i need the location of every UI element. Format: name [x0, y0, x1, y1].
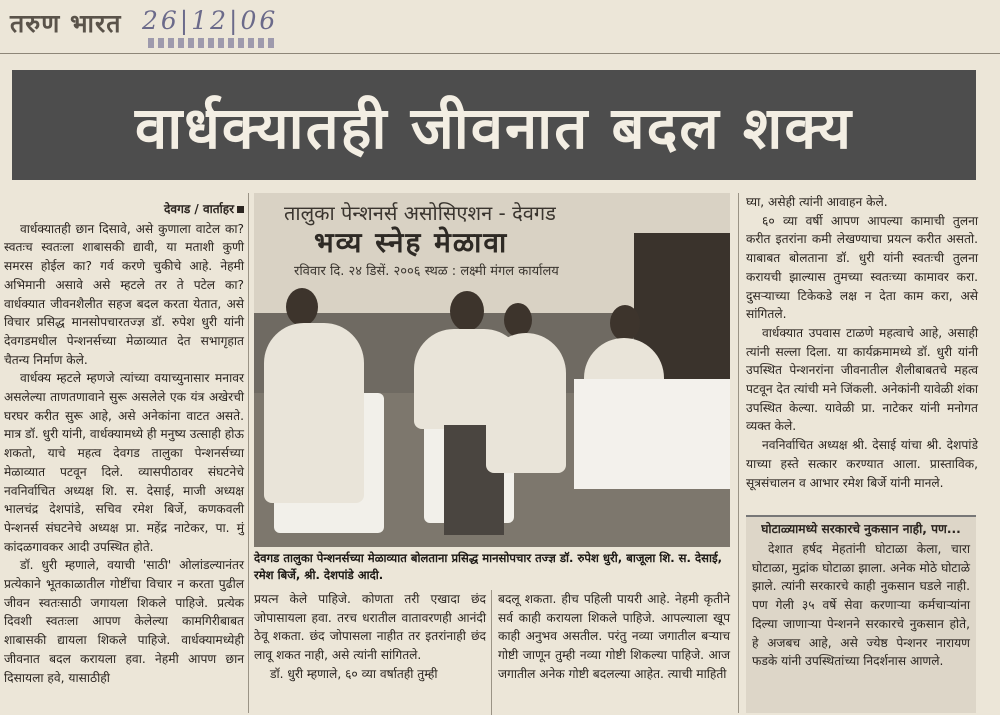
- photo-caption: देवगड तालुका पेन्शनर्सच्या मेळाव्यात बोलताना प्रसिद्ध मानसोपचार तज्ज्ञ डॉ. रुपेश धुरी, बाजूला शि. स. देसाई, रमेश बिर्जे, श्री. देशपांडे आदी.: [254, 551, 723, 582]
- tablecloth-shape: [574, 379, 730, 489]
- paragraph: प्रयत्न केले पाहिजे. कोणता तरी एखादा छंद जोपासायला हवा. तरच धरातील वातावरणही आनंदी ठेवू शकता. छंद जोपासला नाहीत तर इतरांनाही छंद लावू शकत नाही, असे त्यांनी सांगितले.: [254, 592, 486, 663]
- paragraph: घ्या, असेही त्यांनी आवाहन केले.: [746, 195, 888, 209]
- headline-banner: [12, 70, 976, 180]
- person-shape: [486, 333, 566, 473]
- dateline-text: देवगड / वार्ताहर: [164, 202, 234, 216]
- article-column-4: [746, 193, 978, 492]
- paragraph: बदलू शकता. हीच पहिली पायरी आहे. नेहमी कृतीने सर्व काही करायला शिकले पाहिजे. आपल्याला खूप काही अनुभव असतील. परंतु नव्या जगातील बऱ्याच गोष्टी जाणून तुम्ही नव्या गोष्टी शिकल्या पाहिजे. आज जगातील अनेक गोष्टी बदलल्या आहेत. त्याची माहिती: [498, 592, 730, 681]
- headline: वार्धक्यातही जीवनात बदल शक्य: [134, 93, 854, 162]
- person-head-shape: [286, 288, 318, 326]
- top-rule: [0, 53, 1000, 54]
- paragraph: वार्धक्यात उपवास टाळणे महत्वाचे आहे, असाही त्यांनी सल्ला दिला. या कार्यक्रमामध्ये डॉ. धुरी यांनी उपस्थित पेन्शनरांना जीवनातील शैलीबाबतचे महत्व पटवून देत त्यांची मने जिंकली. अनेकांनी यावेळी शंका उपस्थित केल्या. यावेळी प्रा. नाटेकर यांनी मनोगत व्यक्त केले.: [746, 325, 978, 434]
- paragraph: वार्धक्य म्हटले म्हणजे त्यांच्या वयाच्युनासार मनावर असलेल्या ताणतणावाने सुरू असलेले एक यंत्र अखेरची घरघर करीत सुरू आहे, असे अनेकांना वाटत असते. मात्र डॉ. धुरी यांनी, वार्धक्यामध्ये ही मनुष्य उत्साही होऊ शकतो, याचे महत्व देवगड तालुका पेन्शनर्सच्या मेळाव्यात पटवून दिले. व्यासपीठावर संघटनेचे नवनिर्वाचित अध्यक्ष शि. स. देसाई, माजी अध्यक्ष भालचंद्र देशपांडे, सचिव रमेश बिर्जे, कणकवली पेन्शनर्स संघटनेचे अध्यक्ष प्रा. महेंद्र नाटेकर, पा. मुं कांदळगावकर आदी उपस्थित होते.: [4, 371, 244, 554]
- date-underline-scribble: [148, 38, 274, 48]
- sidebar-box: [746, 515, 976, 713]
- sidebar-box-title: घोटाळ्यामध्ये सरकारचे नुकसान नाही, पण...: [761, 522, 961, 536]
- sidebar-box-body: [746, 538, 976, 671]
- person-head-shape: [610, 305, 640, 341]
- speaker-head-shape: [450, 291, 484, 331]
- paragraph: देशात हर्षद मेहतांनी घोटाळा केला, चारा घोटाळा, मुद्रांक घोटाळा झाला. अनेक मोठे घोटाळे झाले. त्यांनी सरकारचे काही नुकसान घडले नाही. पण गेली ३५ वर्षे सेवा करणाऱ्या कर्मचाऱ्यांना दिल्या जाणाऱ्या पेन्शनने सरकारचे नुकसान होते, हे अजबच आहे, असे ज्येष्ठ पेन्शनर नारायण फडके यांनी उपस्थितांच्या निदर्शनास आणले.: [752, 542, 970, 669]
- banner-event-details: रविवार दि. २४ डिसें. २००६ स्थळ : लक्ष्मी मंगल कार्यालय: [294, 264, 559, 279]
- person-shape: [264, 323, 364, 503]
- handwritten-date: 26|12|06: [142, 6, 279, 35]
- column-divider: [738, 193, 739, 713]
- dateline: [4, 200, 244, 219]
- dateline-square-icon: [237, 206, 244, 213]
- event-photo: [254, 193, 730, 547]
- paragraph: नवनिर्वाचित अध्यक्ष श्री. देसाई यांचा श्री. देशपांडे याच्या हस्ते सत्कार करण्यात आला. प्रास्ताविक, सूत्रसंचालन व आभार रमेश बिर्जे यांनी मानले.: [746, 438, 978, 490]
- article-column-3: [498, 590, 730, 684]
- article-column-2: [254, 590, 486, 684]
- banner-association-name: तालुका पेन्शनर्स असोसिएशन - देवगड: [284, 201, 556, 225]
- column-divider: [248, 193, 249, 713]
- banner-event-title: भव्य स्नेह मेळावा: [314, 226, 509, 259]
- paragraph: वार्धक्यातही छान दिसावे, असे कुणाला वाटेल का? स्वतःच स्वतःला शाबासकी द्यावी, या मताशी कुणी समरस होईल का? गर्व करणे चुकीचे आहे. नेहमी अभिमानी असावे असे म्हटले तर ते पटेल का? वार्धक्यात जीवनशैलीत सहज बदल करता येतात, असे विचार प्रसिद्ध मानसोपचारतज्ज्ञ डॉ. रुपेश धुरी यांनी देवगडमधील पेन्शनर्सच्या मेळाव्यात देत सभागृहात चैतन्य निर्माण केले.: [4, 221, 244, 367]
- newspaper-name: तरुण भारत: [10, 9, 122, 38]
- article-column-1: [4, 200, 244, 687]
- person-head-shape: [504, 303, 532, 337]
- column-divider: [491, 590, 492, 715]
- paragraph: ६० व्या वर्षी आपण आपल्या कामाची तुलना करीत इतरांना कमी लेखण्याचा प्रयत्न करीत असतो. याबाबत बोलताना डॉ. धुरी यांनी स्वतःची तुलना करायची झाल्यास तुमच्या स्वतःच्या कामावर करा. दुसऱ्याच्या टिकेकडे लक्ष न देता काम करा, असे सांगितले.: [746, 213, 978, 322]
- paragraph: डॉ. धुरी म्हणाले, वयाची 'साठी' ओलांडल्यानंतर प्रत्येकाने भूतकाळातील गोष्टींचा विचार न करता पुढील जीवन स्वतःसाठी जगायला शिकले पाहिजे. प्रत्येक दिवशी स्वतःला आपण केलेल्या कामगिरीबाबत शाबासकी द्यायला शिकले पाहिजे. वार्धक्यामध्येही जीवनात बदल करायला हवा. नेहमी आपण छान दिसायला हवे, यासाठीही: [4, 558, 244, 685]
- paragraph: डॉ. धुरी म्हणाले, ६० व्या वर्षातही तुम्ही: [270, 666, 438, 681]
